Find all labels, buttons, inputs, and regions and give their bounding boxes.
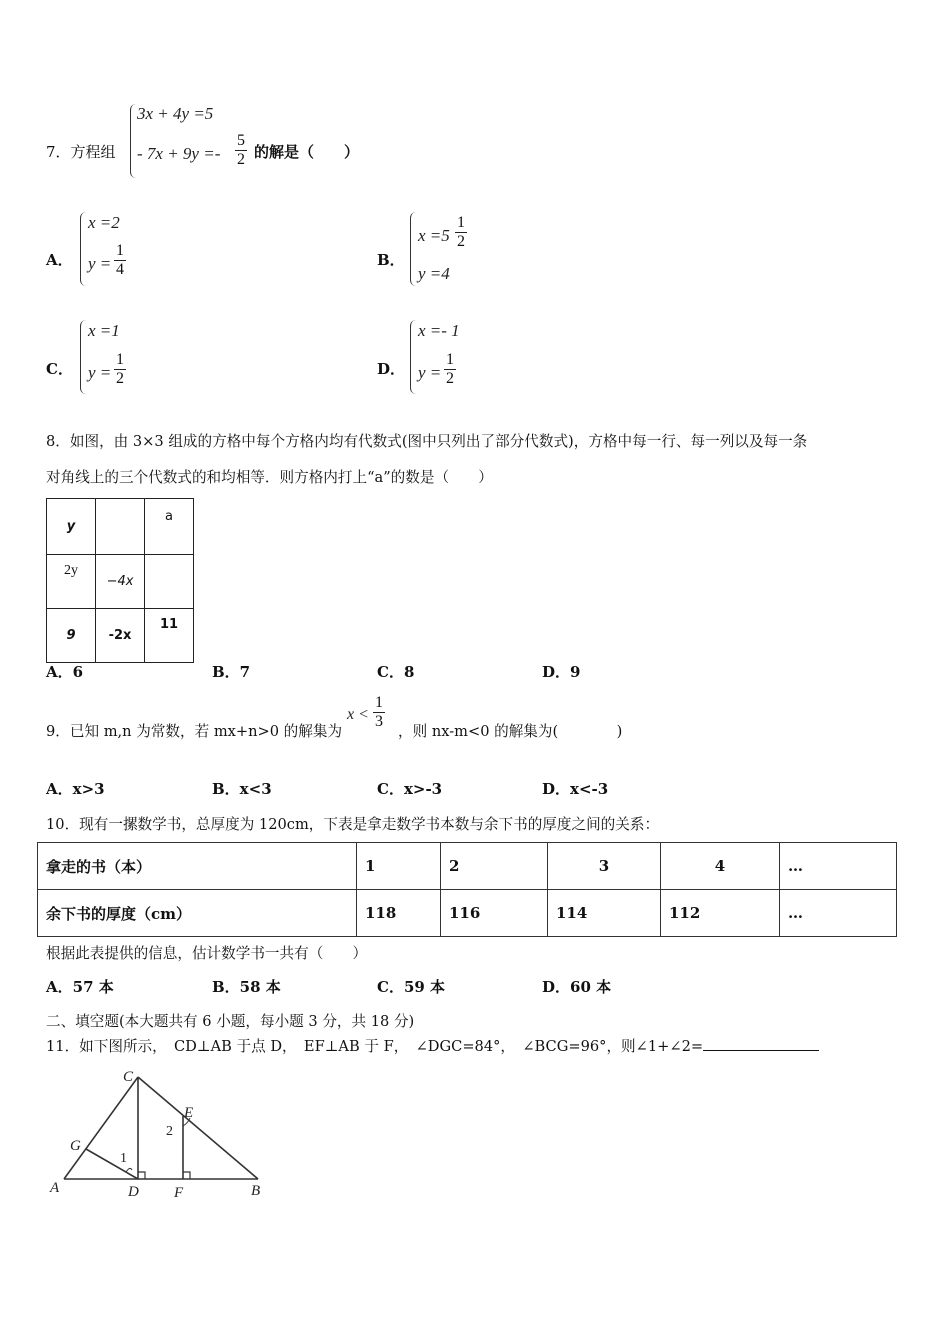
label-b: B (251, 1183, 261, 1199)
q7-option-a-fraction (114, 242, 126, 279)
label-e: E (184, 1105, 194, 1121)
q8-option-a[interactable]: A．6 (46, 663, 84, 681)
q7-option-a-num: 1 (116, 242, 124, 259)
q9-option-d[interactable]: D．x<-3 (542, 780, 609, 798)
q10-option-d[interactable]: D．60 本 (542, 978, 612, 996)
q7-eq2-fraction (235, 132, 247, 169)
right-angle-f (183, 1172, 190, 1179)
section2-title: 二、填空题(本大题共有 6 小题，每小题 3 分，共 18 分) (46, 1013, 415, 1030)
q7-option-b-den: 2 (457, 233, 465, 250)
q10-cell: … (780, 843, 897, 890)
q8-option-d[interactable]: D．9 (542, 663, 581, 681)
q9-suffix: ，则 nx-m<0 的解集为( ) (398, 723, 623, 740)
q9-fraction (373, 694, 385, 731)
label-d: D (128, 1184, 139, 1200)
q9-prefix: 9．已知 m,n 为常数，若 mx+n>0 的解集为 (46, 723, 343, 740)
q7-option-d-brace (410, 320, 417, 394)
label-f: F (174, 1185, 184, 1201)
q7-option-d-den: 2 (446, 370, 454, 387)
q10-cell: 112 (661, 890, 780, 937)
q7-option-b-num: 1 (457, 214, 465, 231)
segment-cb (138, 1077, 258, 1179)
right-angle-d (138, 1172, 145, 1179)
q7-option-c-den: 2 (116, 370, 124, 387)
q8-grid-row (47, 499, 194, 555)
q7-system-brace (130, 104, 137, 178)
q8-option-b[interactable]: B．7 (212, 663, 251, 681)
q7-option-b-brace (410, 212, 417, 286)
q7-option-a-brace (80, 212, 87, 286)
q11-text (46, 1035, 819, 1056)
q7-option-b-label[interactable]: B． (377, 251, 405, 269)
q8-grid-cell: 9 (47, 609, 96, 663)
q9-option-b[interactable]: B．x<3 (212, 780, 272, 798)
q7-eq1: 3x + 4y =5 (137, 104, 214, 123)
q10-option-a[interactable]: A．57 本 (46, 978, 114, 996)
label-angle-2: 2 (166, 1124, 173, 1139)
q10-option-c[interactable]: C．59 本 (377, 978, 446, 996)
q8-text-line2: 对角线上的三个代数式的和均相等．则方格内打上“a”的数是（ ） (46, 469, 493, 486)
q7-option-b-y: y =4 (418, 264, 450, 283)
q8-option-c[interactable]: C．8 (377, 663, 415, 681)
label-a: A (50, 1180, 60, 1196)
q10-cell: 4 (661, 843, 780, 890)
q7-option-b-fraction (455, 214, 467, 251)
q7-option-c-x: x =1 (88, 321, 120, 340)
q8-grid-cell: 2y (47, 555, 96, 609)
q10-cell: … (780, 890, 897, 937)
q9-inequality: x < (347, 706, 369, 723)
q7-suffix: 的解是（ ） (254, 143, 360, 161)
q8-grid-cell: −4x (96, 555, 145, 609)
q7-option-d-fraction (444, 351, 456, 388)
q7-option-c-num: 1 (116, 351, 124, 368)
segment-gd (86, 1149, 138, 1179)
q10-cell: 3 (548, 843, 661, 890)
q10-cell: 116 (441, 890, 548, 937)
q7-option-a-label[interactable]: A． (46, 251, 73, 269)
q8-grid-cell: y (47, 499, 96, 555)
q7-option-b-x: x =5 (418, 226, 450, 245)
q7-option-d-num: 1 (446, 351, 454, 368)
q8-grid-cell (145, 555, 194, 609)
q11-triangle-figure (46, 1066, 286, 1206)
q7-option-d-x: x =- 1 (418, 321, 460, 340)
q10-option-b[interactable]: B．58 本 (212, 978, 281, 996)
q9-option-c[interactable]: C．x>-3 (377, 780, 443, 798)
q10-header-thickness: 余下书的厚度（cm） (38, 890, 357, 937)
q10-row-thickness (38, 890, 897, 937)
label-g: G (70, 1138, 81, 1154)
q8-grid-cell (96, 499, 145, 555)
q7-eq2-numerator: 5 (237, 132, 245, 149)
angle-arc-1 (126, 1168, 132, 1172)
q7-option-c-fraction (114, 351, 126, 388)
q7-option-a-x: x =2 (88, 213, 120, 232)
q7-option-d-label[interactable]: D． (377, 360, 406, 378)
q9-option-a[interactable]: A．x>3 (46, 780, 105, 798)
q10-row-taken (38, 843, 897, 890)
q8-text-line1: 8．如图，由 3×3 组成的方格中每个方格内均有代数式(图中只列出了部分代数式)，方格中每一行、每一列以及每一条 (46, 433, 808, 450)
q11-text-content: 11．如下图所示， CD⊥AB 于点 D， EF⊥AB 于 F， ∠DGC=84°， ∠BCG=96°，则∠1+∠2= (46, 1038, 704, 1055)
q10-header-taken: 拿走的书（本） (38, 843, 357, 890)
q10-cell: 114 (548, 890, 661, 937)
q7-option-c-label[interactable]: C． (46, 360, 73, 378)
label-c: C (123, 1069, 134, 1085)
q8-grid-row (47, 609, 194, 663)
q7-option-d-y: y = (418, 363, 442, 382)
q9-num: 1 (375, 694, 383, 711)
q10-cell: 2 (441, 843, 548, 890)
q8-grid-cell: -2x (96, 609, 145, 663)
q7-option-a-den: 4 (116, 261, 124, 278)
q10-text: 10．现有一摞数学书，总厚度为 120cm，下表是拿走数学书本数与余下书的厚度之间的关系： (46, 816, 660, 833)
q7-prefix: 7．方程组 (46, 143, 116, 161)
q7-option-a-y: y = (88, 254, 112, 273)
q8-grid-row (47, 555, 194, 609)
q10-cell: 1 (357, 843, 441, 890)
q10-question: 根据此表提供的信息，估计数学书一共有（ ） (46, 945, 368, 962)
q7-eq2-denominator: 2 (237, 151, 245, 168)
q11-answer-blank[interactable] (703, 1036, 819, 1051)
q7-option-c-y: y = (88, 363, 112, 382)
q10-table (37, 842, 897, 937)
q9-den: 3 (375, 713, 383, 730)
label-angle-1: 1 (120, 1151, 127, 1166)
q8-grid-cell: 11 (145, 609, 194, 663)
q7-option-c-brace (80, 320, 87, 394)
q8-magic-square (46, 498, 194, 663)
q7-eq2: - 7x + 9y =- (137, 144, 221, 163)
q8-grid-cell: a (145, 499, 194, 555)
q10-cell: 118 (357, 890, 441, 937)
